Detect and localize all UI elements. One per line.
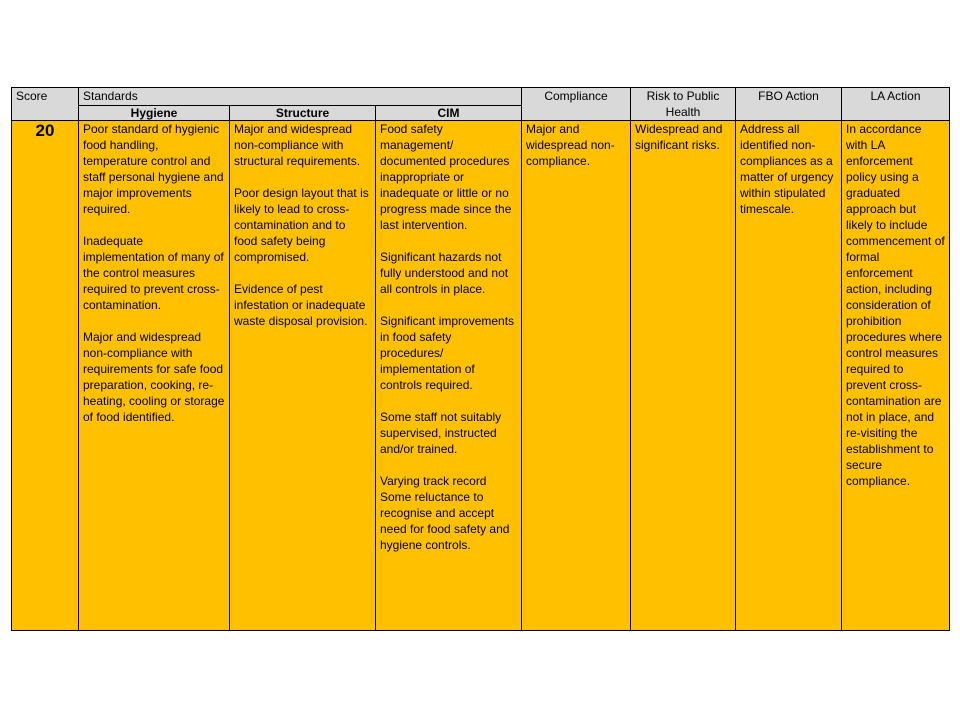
compliance-cell: Major and widespread non-compliance. <box>522 121 631 631</box>
structure-paragraph: Major and widespread non-compliance with structural requirements. <box>234 122 361 168</box>
hygiene-cell <box>79 121 230 631</box>
cim-header: CIM <box>376 105 522 120</box>
standards-header: Standards <box>79 88 522 106</box>
cim-paragraph: Varying track record Some reluctance to recognise and accept need for food safety and hygiene controls. <box>380 474 510 552</box>
score-value: 20 <box>12 121 79 631</box>
cim-paragraph: Significant hazards not fully understood and not all controls in place. <box>380 250 509 296</box>
structure-paragraph: Poor design layout that is likely to lead to cross-contamination and to food safety being compromised. <box>234 186 369 264</box>
score-row <box>12 121 950 631</box>
structure-header: Structure <box>230 105 376 120</box>
fbo-action-cell: Address all identified non-compliances as a matter of urgency within stipulated timescale. <box>736 121 842 631</box>
hygiene-paragraph: Poor standard of hygienic food handling, temperature control and staff personal hygiene and major improvements required. <box>83 122 224 216</box>
score-header: Score <box>12 88 79 121</box>
cim-paragraph: Food safety management/ documented procedures inappropriate or inadequate or little or no progress made since the last intervention. <box>380 122 512 232</box>
fbo-action-header: FBO Action <box>736 88 842 121</box>
cim-paragraph: Significant improvements in food safety procedures/ implementation of controls required. <box>380 314 515 392</box>
hygiene-paragraph: Inadequate implementation of many of the control measures required to prevent cross-contamination. <box>83 234 224 312</box>
structure-cell <box>230 121 376 631</box>
hygiene-header: Hygiene <box>79 105 230 120</box>
la-action-header: LA Action <box>842 88 950 121</box>
structure-paragraph: Evidence of pest infestation or inadequate waste disposal provision. <box>234 282 368 328</box>
cim-cell <box>376 121 522 631</box>
risk-cell: Widespread and significant risks. <box>631 121 736 631</box>
cim-paragraph: Some staff not suitably supervised, instructed and/or trained. <box>380 410 502 456</box>
header-row <box>12 88 950 106</box>
la-action-cell: In accordance with LA enforcement policy using a graduated approach but likely to include commencement of formal enforcement action, including consideration of prohibition procedures where control measures required to prevent cross-contamination are not in place, and re-visiting the establishment to secure compliance. <box>842 121 950 631</box>
risk-header: Risk to Public Health <box>631 88 736 121</box>
food-hygiene-score-table <box>11 87 950 631</box>
compliance-header: Compliance <box>522 88 631 121</box>
hygiene-paragraph: Major and widespread non-compliance with requirements for safe food preparation, cooking, re-heating, cooling or storage of food identified. <box>83 330 225 424</box>
